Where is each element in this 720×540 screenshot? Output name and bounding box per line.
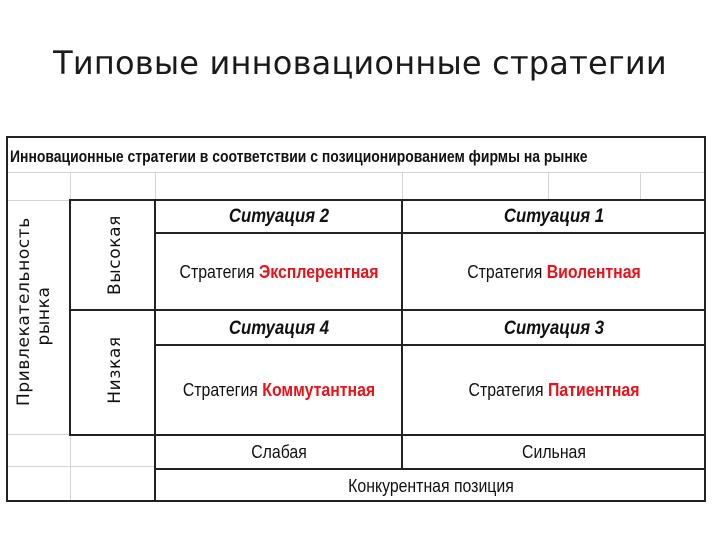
strategy-name-commutant: Коммутантная [262, 380, 376, 400]
table-header: Инновационные стратегии в соответствии с позиционированием фирмы на рынке [10, 147, 588, 166]
x-axis-label: Конкурентная позиция [348, 476, 514, 496]
col-label-strong: Сильная [522, 442, 586, 462]
situation-4: Ситуация 4 [228, 318, 330, 339]
strategy-prefix: Стратегия [182, 380, 258, 400]
strategy-name-explerent: Эксплерентная [259, 262, 379, 282]
strategy-prefix: Стратегия [468, 380, 544, 400]
row-label-high: Высокая [105, 215, 125, 295]
slide-title: Типовые инновационные стратегии [53, 44, 667, 82]
situation-3: Ситуация 3 [503, 318, 605, 339]
row-label-low: Низкая [105, 336, 125, 404]
y-axis-label-line1: Привлекательность [14, 217, 34, 406]
strategy-name-patient: Патиентная [548, 380, 640, 400]
col-label-weak: Слабая [251, 442, 307, 462]
strategy-bottom-right [421, 380, 687, 401]
y-axis-label-line2: рынка [34, 286, 54, 346]
situation-1: Ситуация 1 [503, 206, 605, 227]
strategy-top-right [421, 262, 687, 283]
situation-2: Ситуация 2 [228, 206, 330, 227]
strategy-prefix: Стратегия [467, 262, 543, 282]
strategy-name-violent: Виолентная [546, 262, 641, 282]
strategy-prefix: Стратегия [179, 262, 255, 282]
strategy-bottom-left [171, 380, 387, 401]
strategy-top-left [171, 262, 387, 283]
